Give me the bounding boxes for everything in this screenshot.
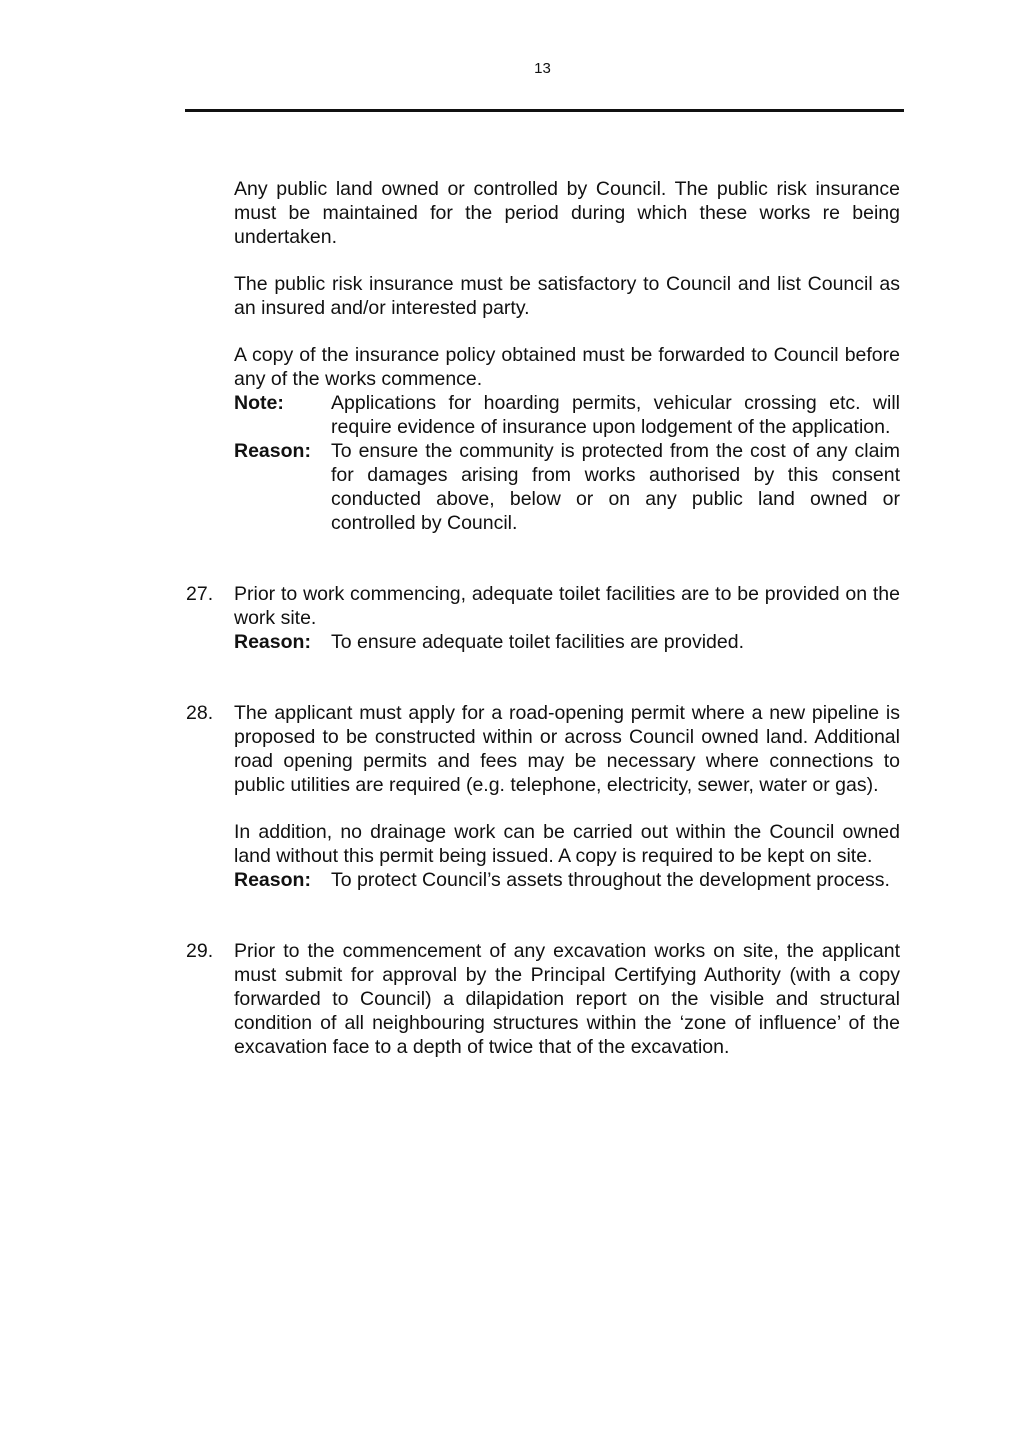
note-text: Applications for hoarding permits, vehicular crossing etc. will require evidence of insurance upon lodgement of the application. bbox=[331, 392, 900, 438]
reason-text: To ensure adequate toilet facilities are provided. bbox=[331, 631, 745, 653]
note-block bbox=[234, 391, 900, 439]
item-paragraph: The applicant must apply for a road-opening permit where a new pipeline is proposed to be constructed within or across Council owned land. Additional road opening permits and fees may be necessary where connections to public utilities are required (e.g. telephone, electricity, sewer, water or gas). bbox=[234, 702, 900, 796]
reason-label: Reason: bbox=[234, 631, 311, 653]
condition-item-29 bbox=[186, 939, 900, 1059]
item-body bbox=[234, 701, 900, 892]
page-number: 13 bbox=[534, 60, 551, 77]
item-number: 29. bbox=[186, 940, 214, 962]
item-paragraph: In addition, no drainage work can be carried out within the Council owned land without this permit being issued. A copy is required to be kept on site. bbox=[234, 821, 900, 867]
item-number: 28. bbox=[186, 702, 214, 724]
reason-block bbox=[234, 439, 900, 535]
item-body bbox=[234, 582, 900, 654]
reason-block bbox=[234, 868, 900, 892]
item-paragraph: Prior to the commencement of any excavation works on site, the applicant must submit for approval by the Principal Certifying Authority (with a copy forwarded to Council) a dilapidation report on the visible and structural condition of all neighbouring structures within the ‘zone of influence’ of the excavation face to a depth of twice that of the excavation. bbox=[234, 940, 900, 1058]
document-body bbox=[186, 177, 900, 1059]
condition-item-27 bbox=[186, 582, 900, 654]
item-number: 27. bbox=[186, 583, 214, 605]
item-paragraph: Prior to work commencing, adequate toilet facilities are to be provided on the work site. bbox=[234, 583, 900, 629]
intro-paragraph-3: A copy of the insurance policy obtained must be forwarded to Council before any of the works commence. bbox=[234, 344, 900, 390]
reason-label: Reason: bbox=[234, 440, 311, 462]
reason-text: To ensure the community is protected from the cost of any claim for damages arising from works authorised by this consent conducted above, below or on any public land owned or controlled by Council. bbox=[331, 440, 900, 534]
item-body bbox=[234, 939, 900, 1059]
reason-label: Reason: bbox=[234, 869, 311, 891]
condition-item-28 bbox=[186, 701, 900, 892]
header-rule bbox=[185, 109, 904, 112]
note-label: Note: bbox=[234, 392, 284, 414]
reason-block bbox=[234, 630, 900, 654]
reason-text: To protect Council’s assets throughout the development process. bbox=[331, 869, 890, 891]
intro-paragraph-2: The public risk insurance must be satisfactory to Council and list Council as an insured and/or interested party. bbox=[234, 273, 900, 319]
intro-paragraph-1: Any public land owned or controlled by Council. The public risk insurance must be maintained for the period during which these works re being undertaken. bbox=[234, 178, 900, 248]
